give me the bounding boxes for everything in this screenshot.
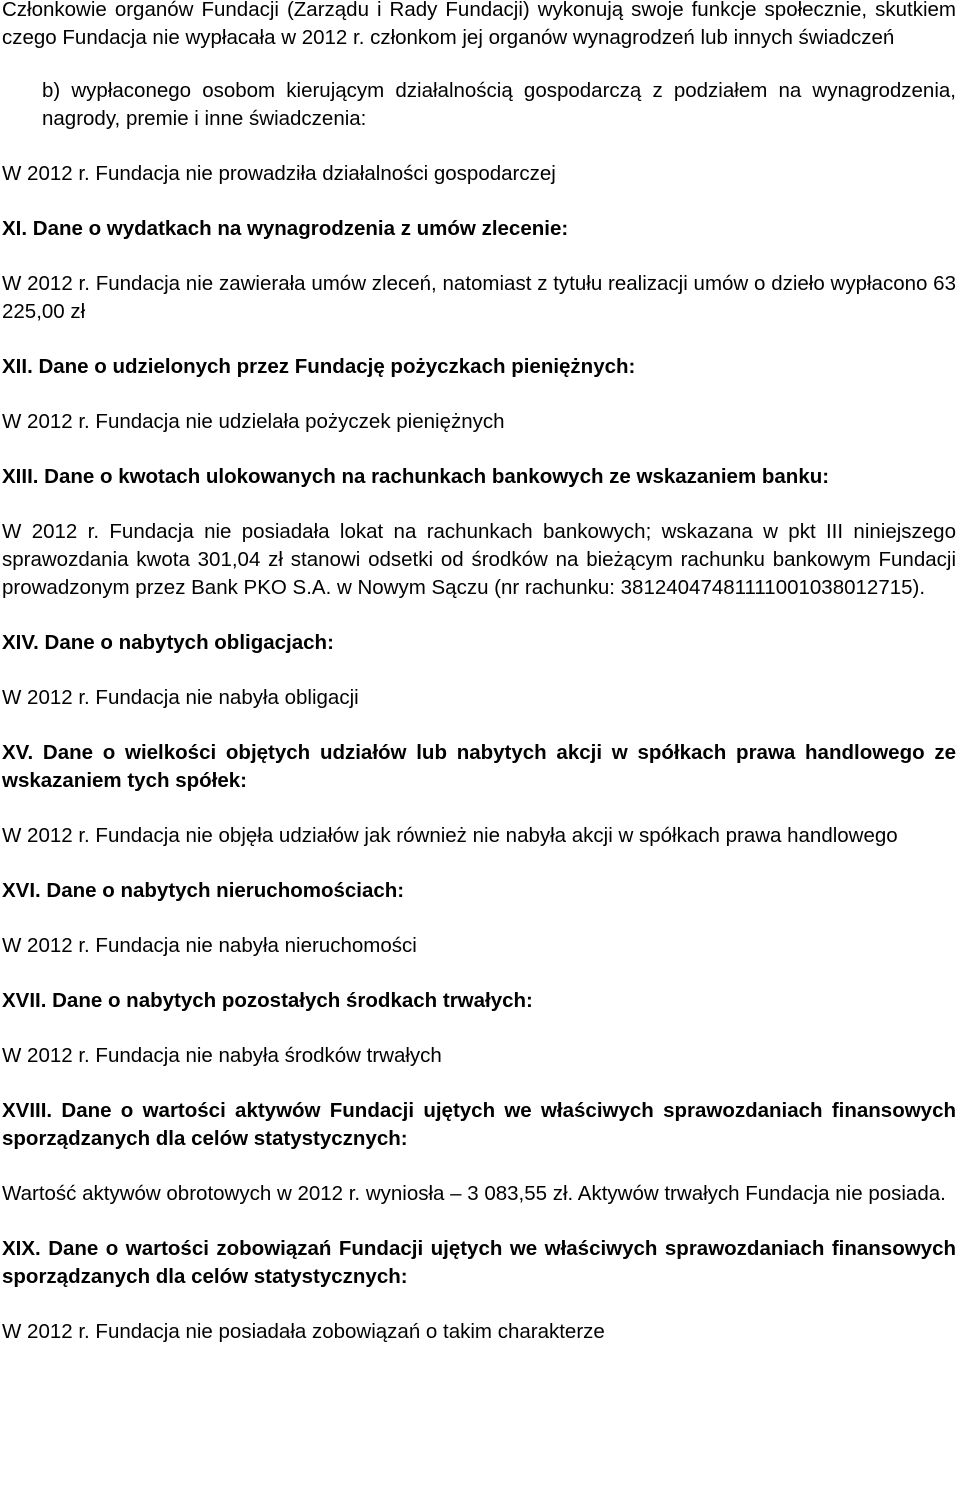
intro-paragraph: Członkowie organów Fundacji (Zarządu i Rady Fundacji) wykonują swoje funkcje społecznie, skutkiem czego Fundacja nie wypłacała w 2012 r. członkom jej organów wynagrodzeń lub innych świadczeń bbox=[2, 0, 956, 49]
section-heading-xiv: XIV. Dane o nabytych obligacjach: bbox=[2, 631, 334, 654]
section-text-xii: W 2012 r. Fundacja nie udzielała pożyczek pieniężnych bbox=[2, 410, 505, 433]
section-heading-xvii: XVII. Dane o nabytych pozostałych środkach trwałych: bbox=[2, 989, 533, 1012]
section-heading-xi: XI. Dane o wydatkach na wynagrodzenia z umów zlecenie: bbox=[2, 217, 569, 240]
section-heading-xv: XV. Dane o wielkości objętych udziałów lub nabytych akcji w spółkach prawa handlowego ze wskazaniem tych spółek: bbox=[2, 741, 956, 792]
section-text-xvi: W 2012 r. Fundacja nie nabyła nieruchomości bbox=[2, 934, 417, 957]
section-heading-xix: XIX. Dane o wartości zobowiązań Fundacji ujętych we właściwych sprawozdaniach finansowych sporządzanych dla celów statystycznych: bbox=[2, 1237, 956, 1288]
section-text-xvii: W 2012 r. Fundacja nie nabyła środków trwałych bbox=[2, 1044, 442, 1067]
section-heading-xii: XII. Dane o udzielonych przez Fundację pożyczkach pieniężnych: bbox=[2, 355, 636, 378]
section-text-xviii: Wartość aktywów obrotowych w 2012 r. wyniosła – 3 083,55 zł. Aktywów trwałych Fundacja nie posiada. bbox=[2, 1182, 946, 1205]
section-text-xi: W 2012 r. Fundacja nie zawierała umów zleceń, natomiast z tytułu realizacji umów o dzieło wypłacono 63 225,00 zł bbox=[2, 272, 956, 323]
section-text-xv: W 2012 r. Fundacja nie objęła udziałów jak również nie nabyła akcji w spółkach prawa handlowego bbox=[2, 824, 898, 847]
point-b-paragraph: b) wypłaconego osobom kierującym działalnością gospodarczą z podziałem na wynagrodzenia, nagrody, premie i inne świadczenia: bbox=[42, 79, 956, 130]
section-heading-xvi: XVI. Dane o nabytych nieruchomościach: bbox=[2, 879, 405, 902]
section-text-xiv: W 2012 r. Fundacja nie nabyła obligacji bbox=[2, 686, 359, 709]
section-text-xiii: W 2012 r. Fundacja nie posiadała lokat na rachunkach bankowych; wskazana w pkt III niniejszego sprawozdania kwota 301,04 zł stanowi odsetki od środków na bieżącym rachunku bankowym Fundacji prowadzonym przez Bank PKO S.A. w Nowym Sączu (nr rachunku: 38124047481111001038012715). bbox=[2, 520, 956, 599]
section-heading-xviii: XVIII. Dane o wartości aktywów Fundacji ujętych we właściwych sprawozdaniach finansowych sporządzanych dla celów statystycznych: bbox=[2, 1099, 956, 1150]
point-b-answer: W 2012 r. Fundacja nie prowadziła działalności gospodarczej bbox=[2, 162, 556, 185]
section-text-xix: W 2012 r. Fundacja nie posiadała zobowiązań o takim charakterze bbox=[2, 1320, 605, 1343]
document-page bbox=[2, 0, 956, 1346]
section-heading-xiii: XIII. Dane o kwotach ulokowanych na rachunkach bankowych ze wskazaniem banku: bbox=[2, 465, 830, 488]
